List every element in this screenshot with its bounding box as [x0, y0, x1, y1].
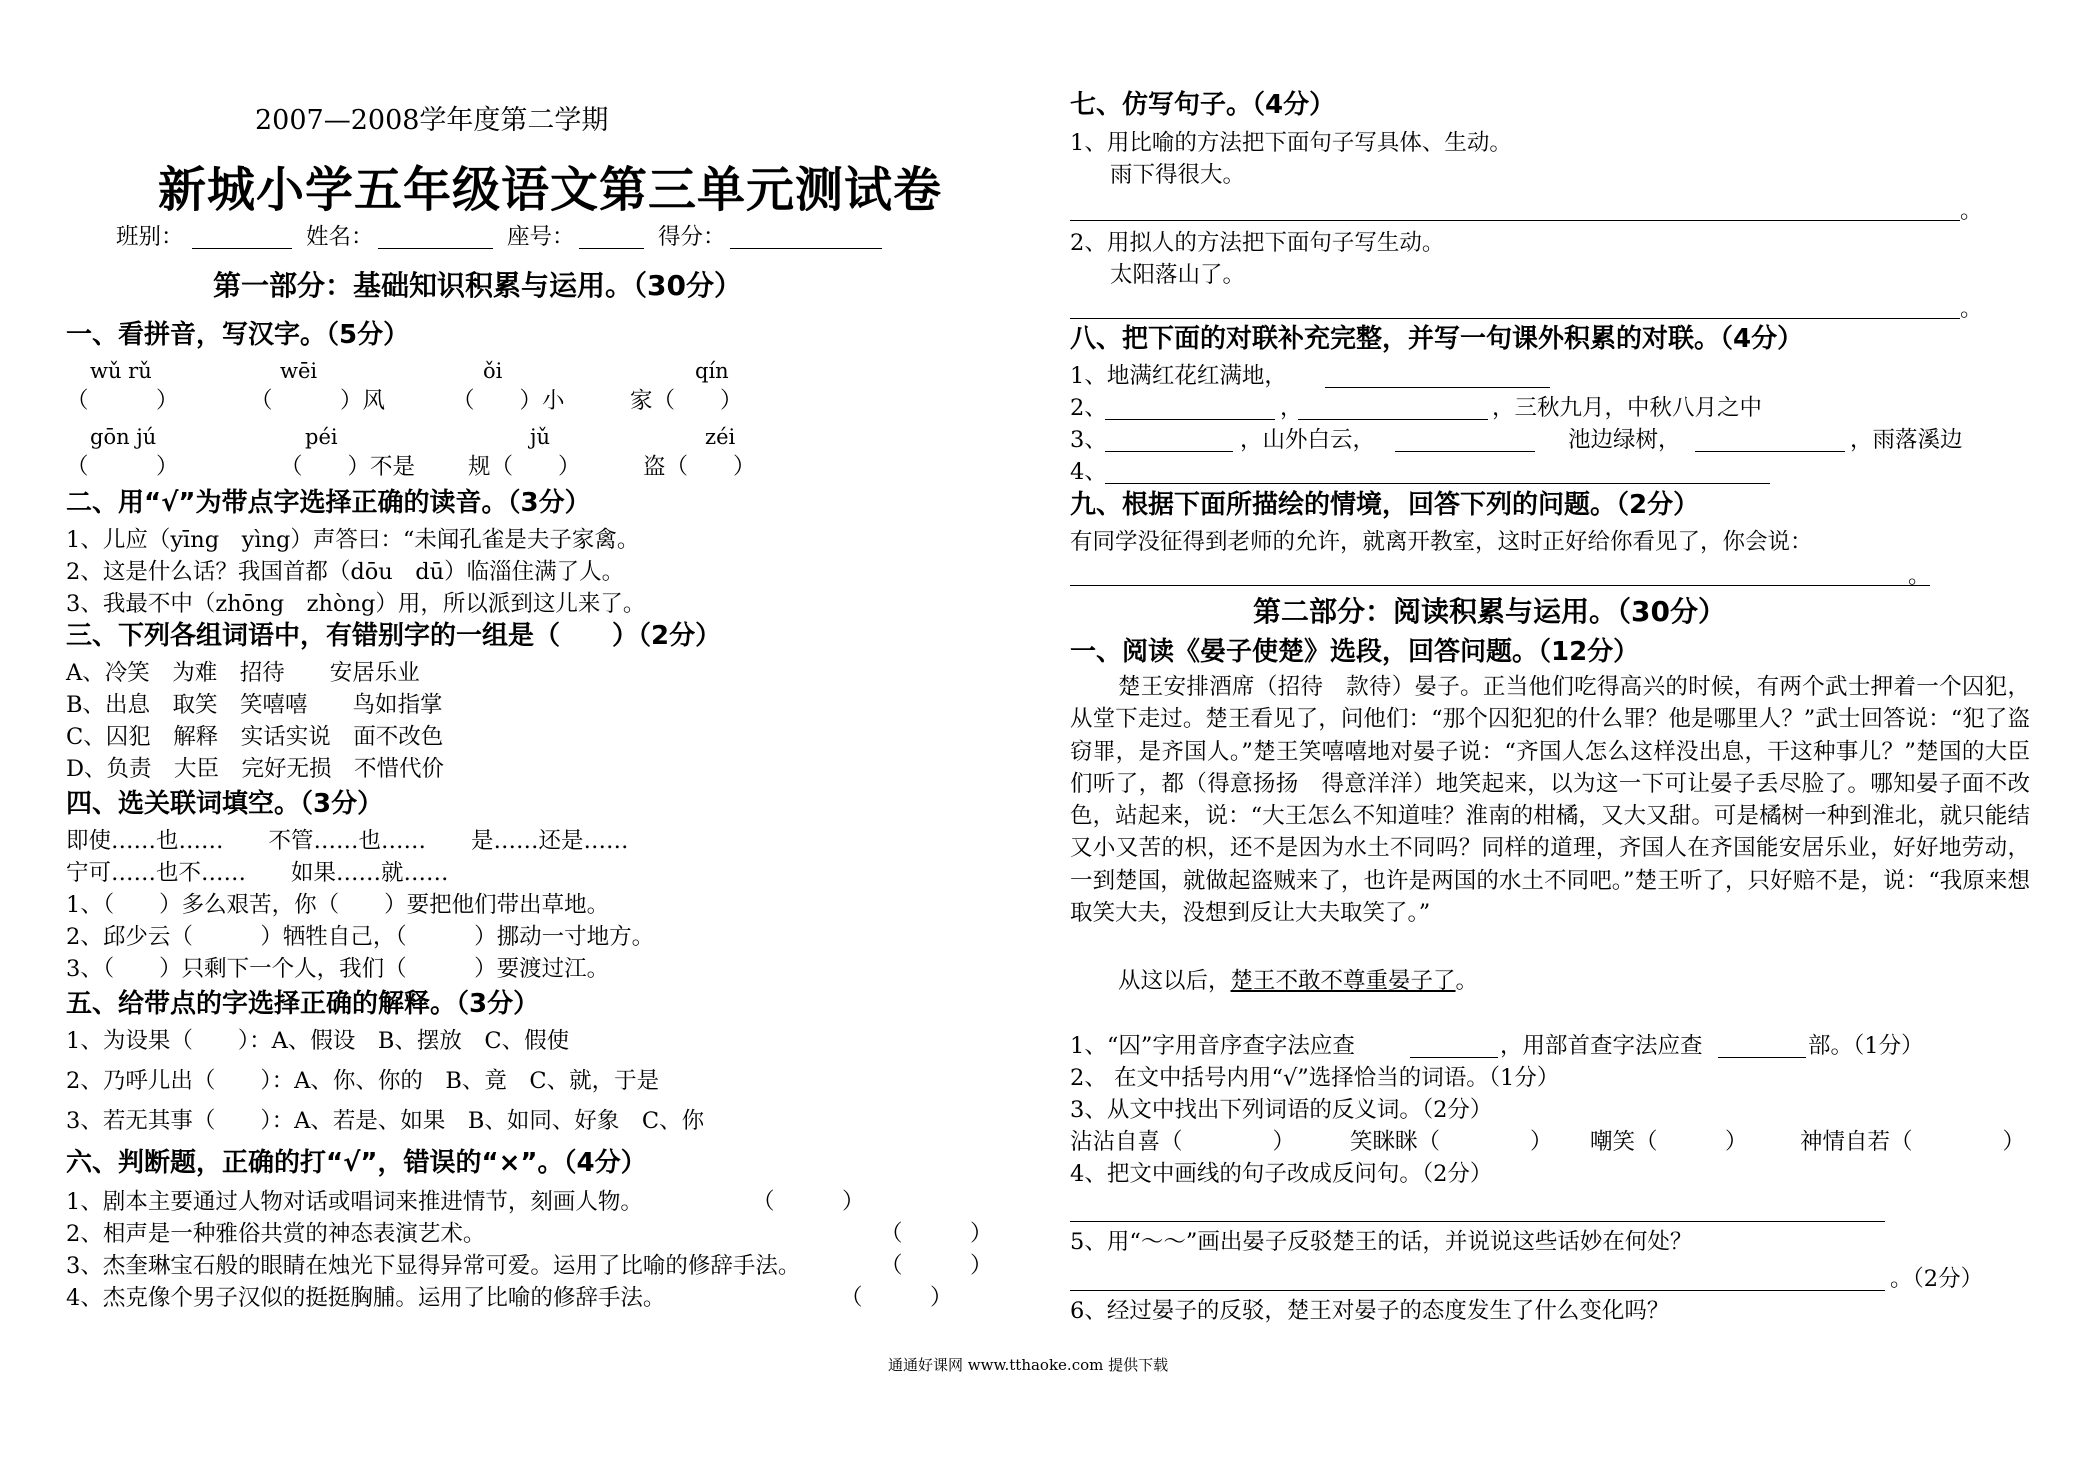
question-item: 2、这是什么话？我国首都（dōu dū）临淄住满了人。	[66, 559, 625, 585]
answer-line[interactable]	[1070, 1221, 1885, 1222]
answer-line[interactable]	[1070, 585, 1930, 586]
question-item: 2、 在文中括号内用“√”选择恰当的词语。（1分）	[1070, 1065, 1560, 1091]
question-item: 3、若无其事（ ）：A、若是、如果 B、如同、好象 C、你	[66, 1108, 705, 1134]
passage-last-end: 。	[1455, 968, 1479, 994]
option-item: B、出息 取笑 笑嘻嘻 鸟如指掌	[66, 692, 443, 718]
section1-title: 一、看拼音，写汉字。（5分）	[66, 320, 410, 350]
section6-title: 六、判断题，正确的打“√”，错误的“×”。（4分）	[66, 1148, 647, 1178]
answer-line[interactable]	[1298, 419, 1488, 420]
reading-passage: 楚王安排酒席（招待 款待）晏子。正当他们吃得高兴的时候，有两个武士押着一个囚犯，从堂下走过。楚王看见了，问他们：“那个囚犯犯的什么罪？他是哪里人？”武士回答说：“犯了盗窃罪，是齐国人。”楚王笑嘻嘻地对晏子说：“齐国人怎么这样没出息，干这种事儿？”楚国的大臣们听了，都（得意扬扬 得意洋洋）地笑起来，以为这一下可让晏子丢尽脸了。哪知晏子面不改色，站起来，说：“大王怎么不知道哇？淮南的柑橘，又大又甜。可是橘树一种到淮北，就只能结又小又苦的枳，还不是因为水土不同吗？同样的道理，齐国人在齐国能安居乐业，好好地劳动，一到楚国，就做起盗贼来了，也许是两国的水土不同吧。”楚王听了，只好赔不是，说：“我原来想取笑大夫，没想到反让大夫取笑了。”	[1070, 674, 2030, 927]
answer-bracket[interactable]: （ ）	[840, 1285, 953, 1311]
option-item: C、囚犯 解释 实话实说 面不改色	[66, 724, 444, 750]
answer-blank[interactable]: 家（ ）	[630, 388, 743, 414]
pinyin: wēi	[280, 359, 318, 383]
answer-blank[interactable]: （ ）	[66, 388, 179, 414]
section3-title: 三、下列各组词语中，有错别字的一组是（ ）（2分）	[66, 621, 722, 651]
couplet-line: ，	[1280, 395, 1303, 421]
source-sentence: 雨下得很大。	[1110, 162, 1246, 188]
class-field[interactable]	[192, 248, 292, 249]
couplet-line: 4、	[1070, 459, 1107, 485]
couplet-line: 池边绿树，	[1568, 427, 1681, 453]
question-item: 3、杰奎琳宝石般的眼睛在烛光下显得异常可爱。运用了比喻的修辞手法。	[66, 1253, 801, 1279]
answer-bracket[interactable]: （ ）	[752, 1189, 865, 1215]
score-field[interactable]	[730, 248, 882, 249]
question-item: 1、儿应（yīng yìng）声答曰：“未闻孔雀是夫子家禽。	[66, 527, 640, 553]
pinyin: qín	[695, 359, 729, 383]
section7-title: 七、仿写句子。（4分）	[1070, 90, 1336, 120]
seat-field[interactable]	[579, 248, 644, 249]
answer-blank[interactable]: （ ）风	[250, 388, 386, 414]
question-item: 1、剧本主要通过人物对话或唱词来推进情节，刻画人物。	[66, 1189, 643, 1215]
answer-blank[interactable]: 盗（ ）	[643, 454, 756, 480]
question-item: 3、从文中找出下列词语的反义词。（2分）	[1070, 1097, 1493, 1123]
option-item: D、负责 大臣 完好无损 不惜代价	[66, 756, 445, 782]
question-item: 部。（1分）	[1808, 1033, 1924, 1059]
section4-title: 四、选关联词填空。（3分）	[66, 789, 384, 819]
couplet-line: ，三秋九月，中秋八月之中	[1492, 395, 1763, 421]
name-label: 姓名：	[306, 224, 374, 250]
answer-bracket[interactable]: （ ）	[880, 1221, 993, 1247]
answer-line[interactable]	[1070, 1290, 1885, 1291]
pinyin: péi	[305, 425, 338, 449]
antonym-blank[interactable]: 嘲笑（ ）	[1590, 1129, 1748, 1155]
conjunction-options: 宁可……也不…… 如果……就……	[66, 860, 449, 886]
pinyin: gōn jú	[90, 425, 157, 449]
question-item: ，用部首查字法应查	[1500, 1033, 1703, 1059]
pinyin: wǔ rǔ	[90, 359, 152, 383]
answer-blank[interactable]: （ ）不是	[280, 454, 416, 480]
term-line: 2007—2008学年度第二学期	[255, 105, 609, 136]
answer-line[interactable]	[1070, 220, 1960, 221]
question-item: 1、用比喻的方法把下面句子写具体、生动。	[1070, 130, 1512, 156]
answer-line[interactable]	[1070, 318, 1960, 319]
pinyin: ǒi	[483, 359, 503, 383]
seat-label: 座号：	[507, 224, 575, 250]
couplet-line: ，雨落溪边	[1850, 427, 1963, 453]
reading-title: 一、阅读《晏子使楚》选段，回答问题。（12分）	[1070, 637, 1640, 667]
pinyin: zéi	[705, 425, 736, 449]
name-field[interactable]	[378, 248, 493, 249]
answer-line[interactable]	[1105, 483, 1770, 484]
score-label: 得分：	[658, 224, 726, 250]
question-item: 3、我最不中（zhōng zhòng）用，所以派到这儿来了。	[66, 591, 646, 617]
option-item: A、冷笑 为难 招待 安居乐业	[66, 660, 420, 686]
page-title: 新城小学五年级语文第三单元测试卷	[158, 162, 943, 218]
line-end: 。	[1960, 198, 1983, 224]
part2-title: 第二部分：阅读积累与运用。（30分）	[1253, 595, 1726, 628]
situation-text: 有同学没征得到老师的允许，就离开教室，这时正好给你看见了，你会说：	[1070, 529, 1813, 555]
section8-title: 八、把下面的对联补充完整，并写一句课外积累的对联。（4分）	[1070, 324, 1804, 354]
question-item: 2、相声是一种雅俗共赏的神态表演艺术。	[66, 1221, 486, 1247]
answer-blank[interactable]: 规（ ）	[468, 454, 581, 480]
question-item: 2、邱少云（ ）牺牲自己，（ ）挪动一寸地方。	[66, 924, 655, 950]
question-item: 1、为设果（ ）：A、假设 B、摆放 C、假使	[66, 1028, 570, 1054]
couplet-line: ，山外白云，	[1240, 427, 1376, 453]
question-item: 2、用拟人的方法把下面句子写生动。	[1070, 230, 1445, 256]
section2-title: 二、用“√”为带点字选择正确的读音。（3分）	[66, 488, 591, 518]
couplet-line: 1、地满红花红满地，	[1070, 363, 1287, 389]
couplet-line: 2、	[1070, 395, 1107, 421]
answer-line[interactable]	[1105, 451, 1233, 452]
antonym-blank[interactable]: 笑眯眯（ ）	[1350, 1129, 1553, 1155]
antonym-blank[interactable]: 沾沾自喜（ ）	[1070, 1129, 1296, 1155]
conjunction-options: 即使……也…… 不管……也…… 是……还是……	[66, 828, 629, 854]
answer-line[interactable]	[1695, 451, 1845, 452]
passage-last-prefix: 从这以后，	[1118, 968, 1231, 994]
antonym-blank[interactable]: 神情自若（ ）	[1800, 1129, 2026, 1155]
question-item: 5、用“～～”画出晏子反驳楚王的话，并说说这些话妙在何处？	[1070, 1229, 1693, 1255]
answer-bracket[interactable]: （ ）	[880, 1253, 993, 1279]
passage-last-line	[1118, 966, 1478, 996]
line-end: 。	[1960, 296, 1983, 322]
section5-title: 五、给带点的字选择正确的解释。（3分）	[66, 989, 540, 1019]
question-item: 2、乃呼儿出（ ）：A、你、你的 B、竟 C、就，于是	[66, 1068, 660, 1094]
question-points: 。（2分）	[1890, 1266, 1984, 1292]
question-item: 1、“囚”字用音序查字法应查	[1070, 1033, 1355, 1059]
source-sentence: 太阳落山了。	[1110, 262, 1246, 288]
line-end: 。	[1908, 563, 1931, 589]
underlined-sentence: 楚王不敢不尊重晏子了	[1230, 968, 1456, 994]
answer-line[interactable]	[1718, 1057, 1806, 1058]
answer-blank[interactable]: （ ）小	[452, 388, 565, 414]
pinyin: jǔ	[530, 425, 551, 449]
answer-line[interactable]	[1410, 1057, 1498, 1058]
question-item: 4、把文中画线的句子改成反问句。（2分）	[1070, 1161, 1493, 1187]
footer-credit: 通通好课网 www.tthaoke.com 提供下载	[888, 1356, 1169, 1374]
section9-title: 九、根据下面所描绘的情境，回答下列的问题。（2分）	[1070, 490, 1700, 520]
answer-line[interactable]	[1325, 387, 1550, 388]
part1-title: 第一部分：基础知识积累与运用。（30分）	[213, 269, 742, 302]
answer-line[interactable]	[1105, 419, 1275, 420]
class-label: 班别：	[116, 224, 184, 250]
question-item: 4、杰克像个男子汉似的挺挺胸脯。运用了比喻的修辞手法。	[66, 1285, 666, 1311]
question-item: 3、（ ）只剩下一个人，我们（ ）要渡过江。	[66, 956, 610, 982]
answer-line[interactable]	[1395, 451, 1535, 452]
question-item: 6、经过晏子的反驳，楚王对晏子的态度发生了什么变化吗？	[1070, 1298, 1670, 1324]
couplet-line: 3、	[1070, 427, 1107, 453]
question-item: 1、（ ）多么艰苦，你（ ）要把他们带出草地。	[66, 892, 610, 918]
answer-blank[interactable]: （ ）	[66, 454, 179, 480]
